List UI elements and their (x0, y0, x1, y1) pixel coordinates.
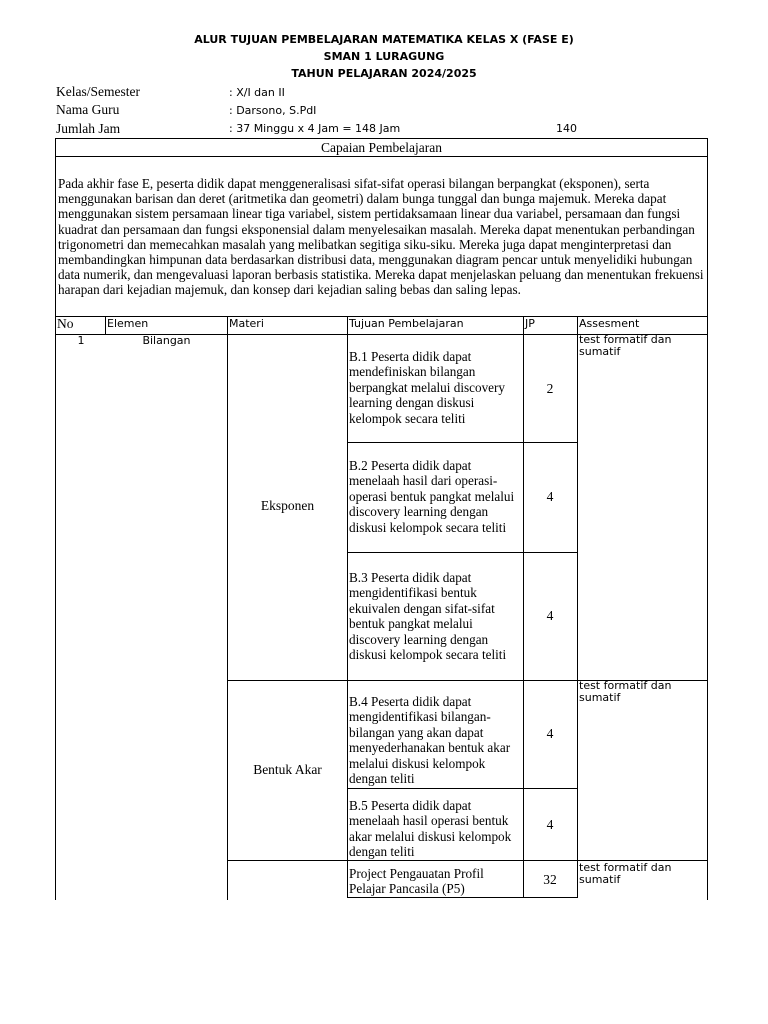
assessment-p5: test formatif dan sumatif (579, 861, 672, 886)
assessment-eksponen: test formatif dan sumatif (579, 333, 672, 358)
col-header-jp: JP (525, 317, 535, 330)
kelas-value: : X/I dan II (229, 86, 285, 99)
capaian-text: Pada akhir fase E, peserta didik dapat menggeneralisasi sifat-sifat operasi bilangan berpangkat (eksponen), serta menggunakan barisan dan deret (aritmetika dan geometri) dalam bunga tunggal dan bunga majemuk. Mereka dapat menggunakan sistem persamaan linear tiga variabel, sistem pertidaksamaan linear dua variabel, persamaan dan fungsi kuadrat dan persamaan dan fungsi eksponensial dalam menyelesaikan masalah. Mereka dapat menentukan perbandingan trigonometri dan memecahkan masalah yang melibatkan segitiga siku-siku. Mereka juga dapat menginterpretasi dan membandingkan himpunan data berdasarkan distribusi data, menggunakan diagram pencar untuk menyelidiki hubungan data numerik, dan mengevaluasi laporan berbasis statistika. Mereka dapat menjelaskan peluang dan menentukan frekuensi harapan dari kejadian majemuk, dan konsep dari kejadian saling bebas dan saling lepas. (55, 156, 708, 317)
col-header-elemen: Elemen (107, 317, 149, 330)
row-number: 1 (77, 334, 85, 347)
objective-b5: B.5 Peserta didik dapat menelaah hasil operasi bentuk akar melalui diskusi kelompok dengan teliti (349, 798, 512, 860)
guru-value: : Darsono, S.PdI (229, 104, 317, 117)
jp-b5: 4 (546, 817, 554, 832)
jam-value: : 37 Minggu x 4 Jam = 148 Jam (229, 122, 401, 135)
guru-label: Nama Guru (56, 102, 120, 117)
col-header-assesment: Assesment (579, 317, 640, 330)
materi-bentuk-akar: Bentuk Akar (253, 762, 322, 777)
jp-b4: 4 (546, 726, 554, 741)
materi-eksponen: Eksponen (260, 498, 315, 513)
capaian-title: Capaian Pembelajaran (55, 138, 708, 157)
jp-b1: 2 (546, 381, 554, 396)
col-header-no: No (57, 316, 74, 331)
jam-label: Jumlah Jam (56, 121, 121, 136)
objective-p5: Project Pengauatan Profil Pelajar Pancasila (P5) (349, 866, 484, 897)
objective-b1: B.1 Peserta didik dapat mendefiniskan bilangan berpangkat melalui discovery learning dengan diskusi kelompok secara teliti (349, 349, 505, 426)
objective-b4: B.4 Peserta didik dapat mengidentifikasi bilangan-bilangan yang akan dapat menyederhanakan bentuk akar melalui diskusi kelompok dengan teliti (349, 694, 511, 787)
objective-b3: B.3 Peserta didik dapat mengidentifikasi bentuk ekuivalen dengan sifat-sifat bentuk pangkat melalui discovery learning dengan diskusi kelompok secara teliti (349, 570, 507, 663)
doc-title-line1: ALUR TUJUAN PEMBELAJARAN MATEMATIKA KELAS X (FASE E) (194, 33, 574, 46)
col-header-materi: Materi (229, 317, 264, 330)
jam-extra: 140 (556, 122, 577, 135)
jp-b3: 4 (546, 608, 554, 623)
kelas-label: Kelas/Semester (56, 84, 140, 99)
row-elemen: Bilangan (142, 334, 191, 347)
jp-p5: 32 (543, 872, 557, 887)
assessment-bentuk-akar: test formatif dan sumatif (579, 679, 672, 704)
doc-title-line2: SMAN 1 LURAGUNG (323, 50, 445, 63)
col-header-tujuan: Tujuan Pembelajaran (349, 317, 464, 330)
objective-b2: B.2 Peserta didik dapat menelaah hasil dari operasi-operasi bentuk pangkat melalui discovery learning dengan diskusi kelompok secara teliti (349, 458, 515, 535)
doc-title-line3: TAHUN PELAJARAN 2024/2025 (291, 67, 477, 80)
jp-b2: 4 (546, 489, 554, 504)
